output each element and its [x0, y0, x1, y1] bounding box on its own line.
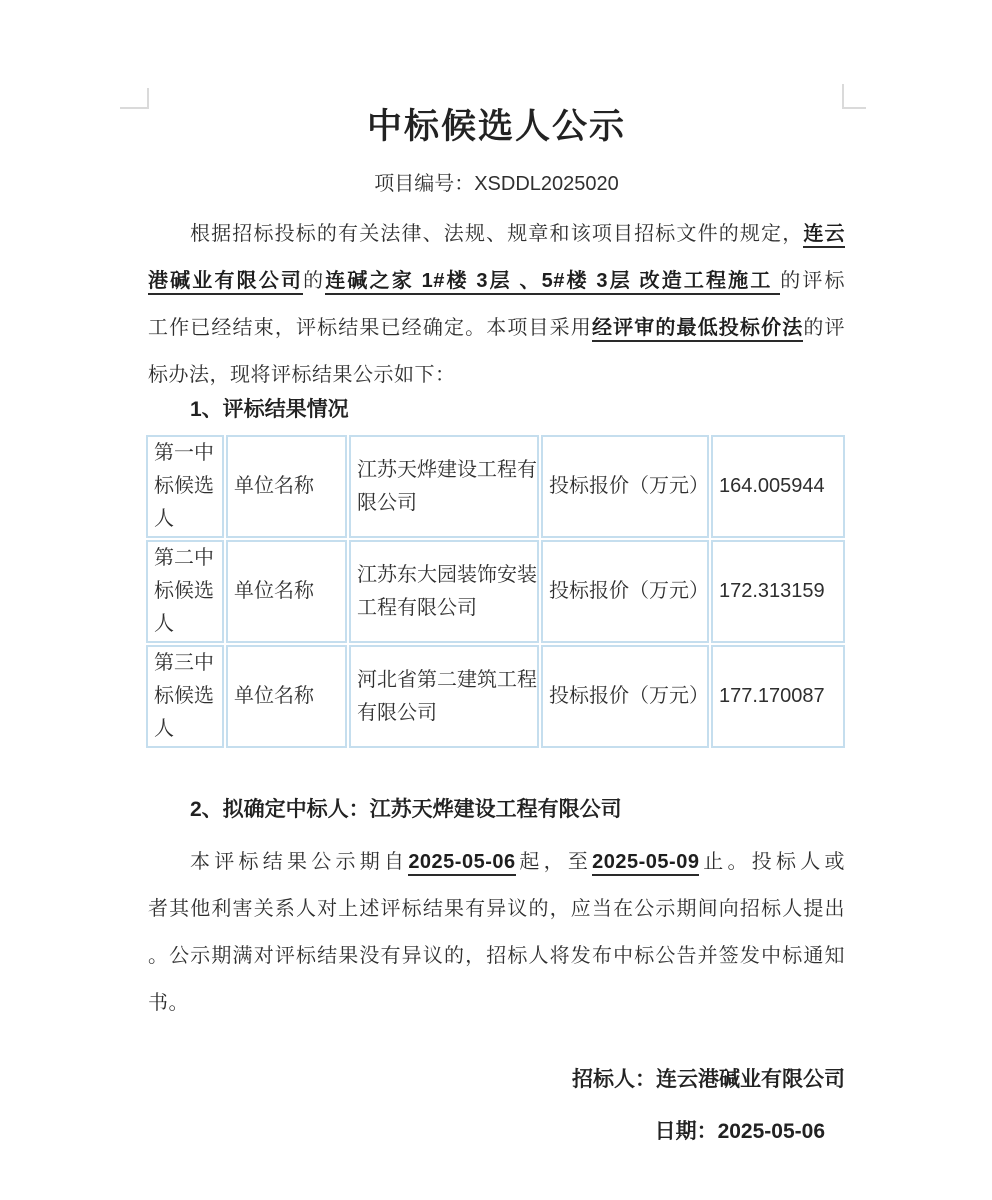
notice-paragraph — [148, 839, 845, 1027]
evaluation-result-table — [144, 433, 847, 750]
unit-label-cell: 单位名称 — [226, 540, 347, 643]
emphasized-text-run: 连云 — [803, 223, 845, 248]
emphasized-text-run: 港碱业有限公司 — [148, 270, 303, 295]
price-label-cell: 投标报价（万元） — [541, 540, 709, 643]
text-run: 的评标 — [780, 270, 845, 292]
paragraph-line — [148, 352, 845, 399]
emphasized-text-run: 经评审的最低投标价法 — [592, 317, 803, 342]
text-run: 标办法，现将评标结果公示如下： — [148, 364, 456, 386]
emphasized-text-run: 2025-05-06 — [408, 851, 515, 876]
text-run: 者其他利害关系人对上述评标结果有异议的，应当在公示期间向招标人提出 — [148, 898, 845, 920]
emphasized-text-run: 连碱之家 1#楼 3层 、5#楼 3层 改造工程施工 — [325, 270, 780, 295]
unit-name-cell: 江苏东大园装饰安装工程有限公司 — [349, 540, 539, 643]
unit-label-cell: 单位名称 — [226, 435, 347, 538]
intro-paragraph — [148, 211, 845, 399]
page-title: 中标候选人公示 — [366, 107, 626, 146]
document-content — [148, 0, 845, 1155]
tenderer-signature-line: 招标人：连云港碱业有限公司 — [572, 1068, 845, 1091]
paragraph-line — [148, 980, 845, 1027]
margin-corner-mark-top-left — [120, 88, 149, 109]
price-value-cell: 172.313159 — [711, 540, 845, 643]
unit-name-cell: 河北省第二建筑工程有限公司 — [349, 645, 539, 748]
paragraph-line — [148, 258, 845, 305]
paragraph-line — [148, 839, 845, 886]
text-run: 根据招标投标的有关法律、法规、规章和该项目招标文件的规定， — [190, 223, 804, 245]
candidate-rank-cell: 第三中标候选人 — [146, 645, 224, 748]
text-run: 书。 — [148, 992, 189, 1014]
candidate-rank-cell: 第二中标候选人 — [146, 540, 224, 643]
price-label-cell: 投标报价（万元） — [541, 645, 709, 748]
project-number-line: 项目编号：XSDDL2025020 — [374, 173, 619, 195]
price-label-cell: 投标报价（万元） — [541, 435, 709, 538]
paragraph-line — [148, 933, 845, 980]
table-row — [146, 645, 845, 748]
price-value-cell: 177.170087 — [711, 645, 845, 748]
unit-name-cell: 江苏天烨建设工程有限公司 — [349, 435, 539, 538]
candidate-rank-cell: 第一中标候选人 — [146, 435, 224, 538]
table-row — [146, 540, 845, 643]
date-line: 日期：2025-05-06 — [654, 1120, 825, 1143]
table-row — [146, 435, 845, 538]
section2-heading: 2、拟确定中标人：江苏天烨建设工程有限公司 — [190, 798, 622, 821]
paragraph-line — [148, 886, 845, 933]
text-run: 的评 — [803, 317, 845, 339]
text-run: 本评标结果公示期自 — [190, 851, 409, 873]
paragraph-line — [148, 305, 845, 352]
section1-heading: 1、评标结果情况 — [190, 398, 349, 421]
text-run: 的 — [303, 270, 326, 292]
price-value-cell: 164.005944 — [711, 435, 845, 538]
text-run: 工作已经结束，评标结果已经确定。本项目采用 — [148, 317, 592, 339]
paragraph-line — [148, 211, 845, 258]
text-run: 。公示期满对评标结果没有异议的，招标人将发布中标公告并签发中标通知 — [148, 945, 845, 967]
emphasized-text-run: 2025-05-09 — [592, 851, 699, 876]
unit-label-cell: 单位名称 — [226, 645, 347, 748]
margin-corner-mark-top-right — [842, 84, 866, 109]
text-run: 止。投标人或 — [699, 851, 845, 873]
text-run: 起，至 — [515, 851, 593, 873]
